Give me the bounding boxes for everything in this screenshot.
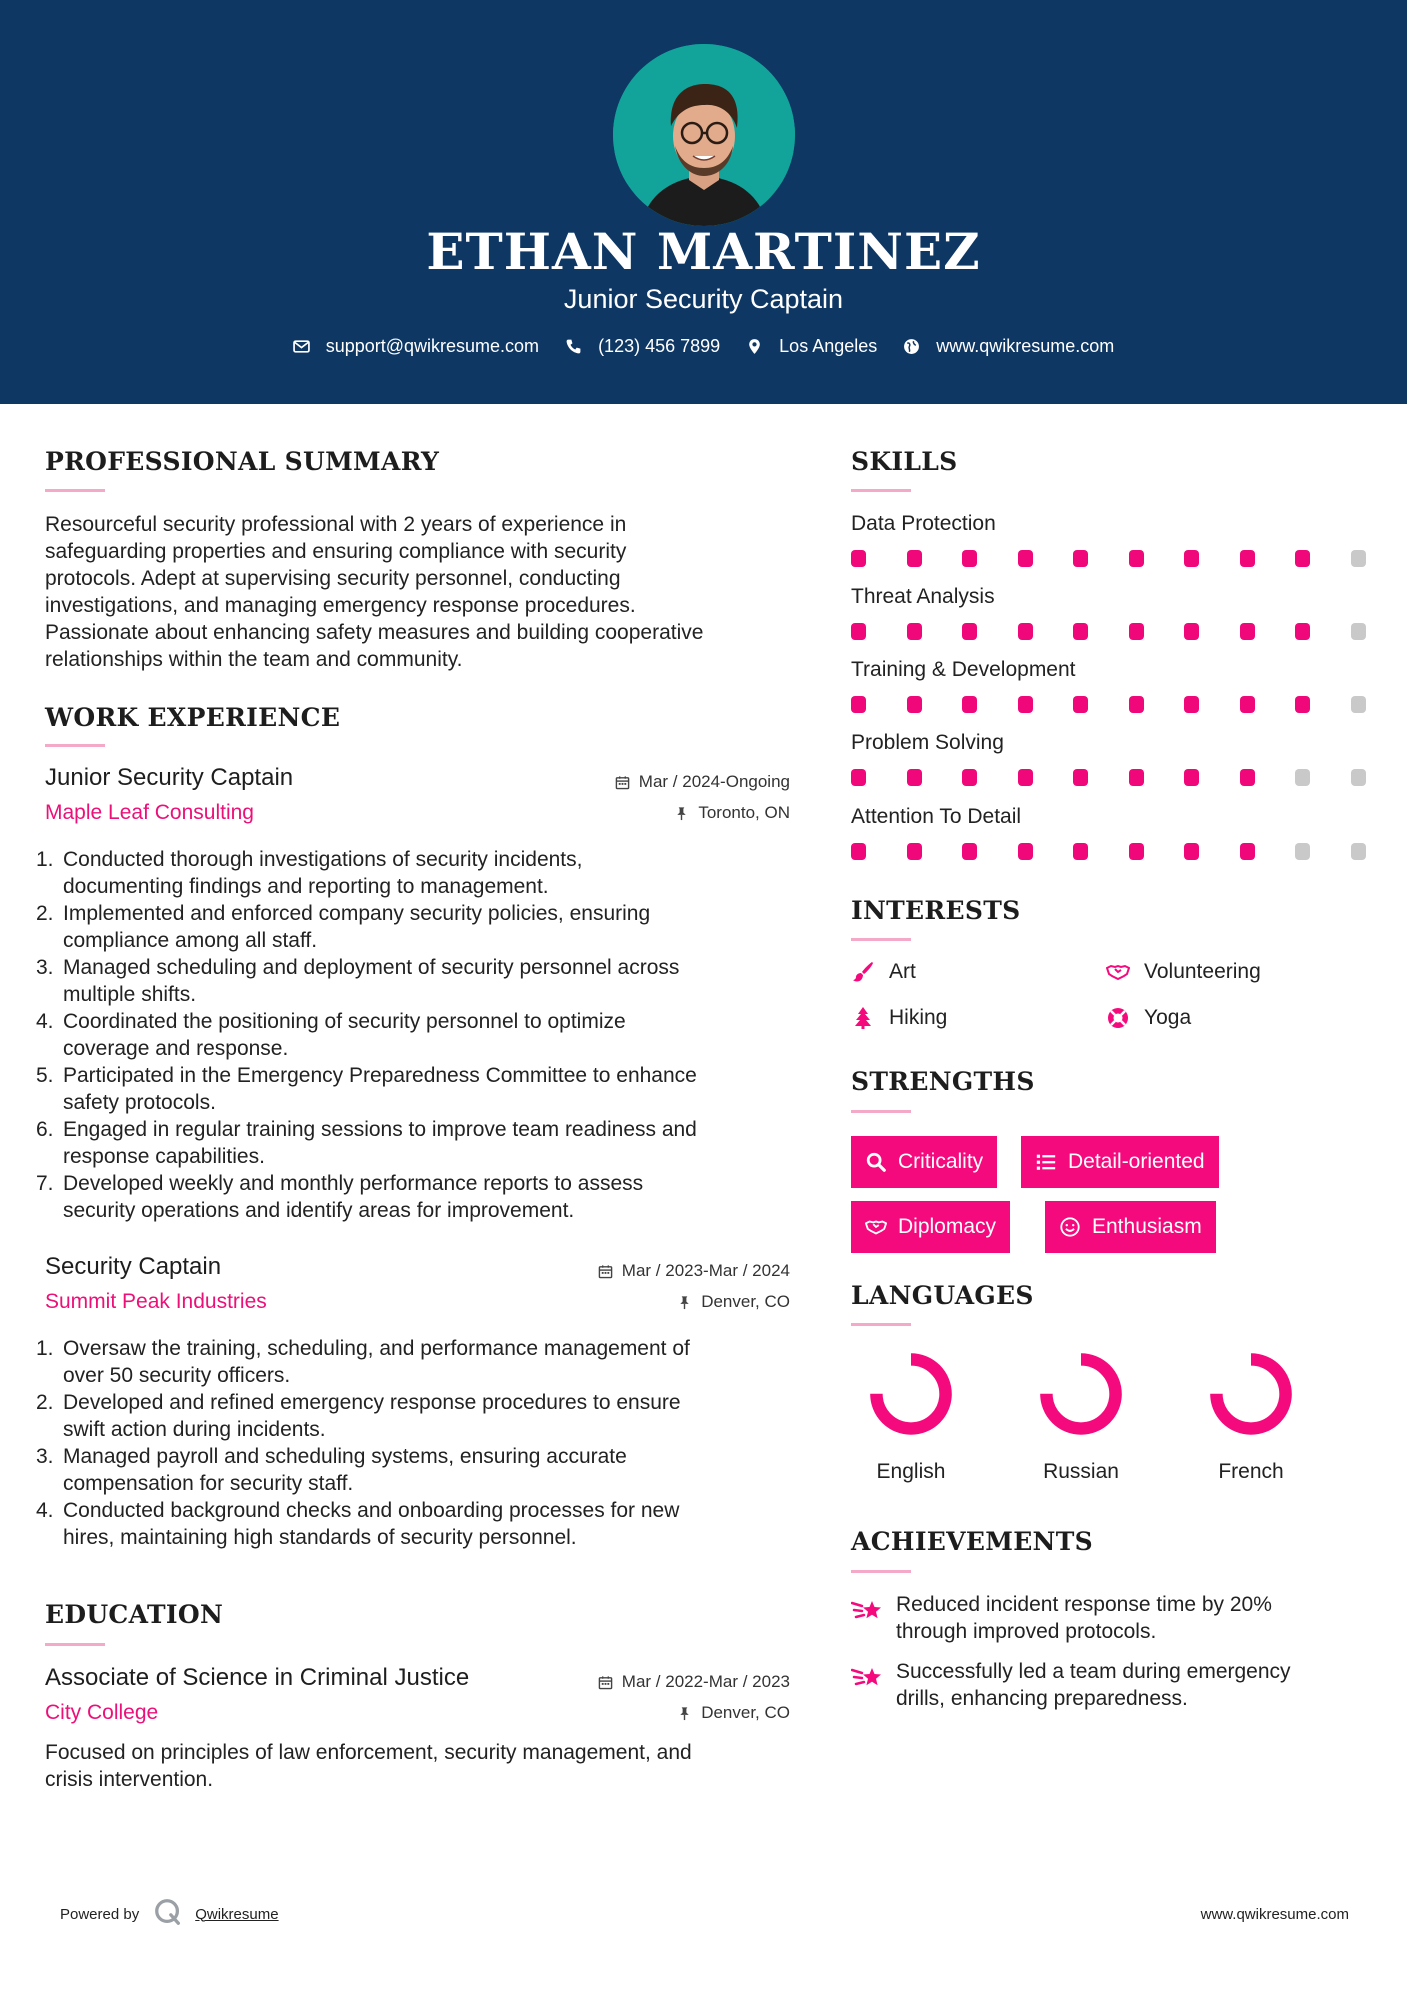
job-role: Security Captain [45,1253,222,1280]
skill-rating [851,843,1371,861]
summary-heading: PROFESSIONAL SUMMARY [45,447,440,476]
language-item [1191,1346,1311,1484]
education-date-text: Mar / 2022-Mar / 2023 [621,1672,790,1691]
summary-line: relationships within the team and community. [45,648,463,671]
language-progress-ring [863,1346,959,1442]
list-item: 3. Managed payroll and scheduling systems, ensuring accurate compensation for security staff. [36,1445,627,1495]
education-location [677,1703,790,1723]
education-date [598,1672,790,1692]
list-item: 2. Developed and refined emergency response procedures to ensure swift action during incidents. [36,1391,681,1441]
map-pin-icon [746,338,763,355]
skill-dot [1295,769,1310,786]
skill-item [851,658,1371,714]
degree-name: Associate of Science in Criminal Justice [45,1664,470,1691]
list-item: 6. Engaged in regular training sessions to improve team readiness and response capabilities. [36,1118,697,1168]
lifebuoy-icon [1106,1006,1130,1030]
skill-item [851,731,1371,787]
skill-dot [1018,550,1033,567]
paintbrush-icon [851,960,875,984]
job-company[interactable]: Summit Peak Industries [45,1290,267,1313]
skill-dot [1295,843,1310,860]
skill-dot [1073,696,1088,713]
job-responsibilities-list [36,1335,795,1551]
skill-dot [851,623,866,640]
interest-item [851,1006,947,1030]
job-role: Junior Security Captain [45,764,294,791]
skill-item [851,512,1371,568]
shooting-star-icon [851,1597,883,1625]
handshake-icon [1106,960,1130,984]
skill-dot [1129,550,1144,567]
skill-dot [1351,550,1366,567]
summary-line: protocols. Adept at supervising security personnel, conducting [45,567,621,590]
achievement-item: Successfully led a team during emergency drills, enhancing preparedness. [851,1658,1371,1712]
achievements-heading-rule [851,1570,911,1573]
skill-name: Attention To Detail [851,805,1022,828]
skill-rating [851,550,1371,568]
experience-heading: WORK EXPERIENCE [45,703,341,732]
pushpin-icon [677,1295,692,1310]
strength-badge [851,1136,997,1188]
skill-rating [851,769,1371,787]
skill-dot [851,550,866,567]
strengths-heading-rule [851,1110,911,1113]
language-progress-arc [1216,1359,1285,1428]
language-progress-ring [1033,1346,1129,1442]
list-item: 1. Conducted thorough investigations of security incidents, documenting findings and reporting to management. [36,848,583,898]
languages-heading: LANGUAGES [851,1281,1034,1310]
skill-dot [907,769,922,786]
skill-dot [1240,843,1255,860]
calendar-icon [615,775,630,790]
job-responsibilities-list [36,846,795,1224]
interest-label: Volunteering [1144,960,1261,983]
skill-dot [1295,623,1310,640]
skill-dot [1129,696,1144,713]
list-item: 3. Managed scheduling and deployment of security personnel across multiple shifts. [36,956,680,1006]
skill-dot [962,696,977,713]
summary-text [45,511,795,673]
interest-label: Hiking [889,1006,948,1029]
language-name: Russian [1043,1460,1119,1483]
skill-name: Training & Development [851,658,1076,681]
qwikresume-logo-icon [153,1897,183,1931]
candidate-name: ETHAN MARTINEZ [426,222,981,281]
skill-dot [851,769,866,786]
website-text: www.qwikresume.com [936,336,1115,356]
skill-dot [907,843,922,860]
languages-heading-rule [851,1323,911,1326]
job-date-text: Mar / 2023-Mar / 2024 [621,1261,790,1280]
globe-icon [903,338,920,355]
strength-label: Enthusiasm [1092,1215,1202,1238]
language-item [851,1346,971,1484]
skill-dot [1184,550,1199,567]
skill-item [851,805,1371,861]
skill-dot [962,550,977,567]
skill-dot [1240,769,1255,786]
skill-dot [1018,623,1033,640]
language-name: English [876,1460,946,1483]
skill-dot [851,696,866,713]
strength-label: Detail-oriented [1068,1150,1205,1173]
interest-label: Yoga [1144,1006,1192,1029]
interests-heading: INTERESTS [851,896,1021,925]
summary-line: Resourceful security professional with 2 years of experience in [45,513,627,536]
qwikresume-link[interactable]: Qwikresume [195,1905,279,1923]
skill-dot [1351,623,1366,640]
skill-dot [1129,843,1144,860]
job-entry-header [45,764,790,834]
skill-dot [962,623,977,640]
footer-powered-by [60,1897,279,1931]
language-progress-arc [1046,1359,1115,1428]
skill-dot [1129,769,1144,786]
contact-phone[interactable] [565,336,720,357]
skill-dot [907,550,922,567]
skill-dot [1351,769,1366,786]
skill-dot [1073,769,1088,786]
phone-text: (123) 456 7899 [598,336,721,356]
calendar-icon [598,1264,613,1279]
summary-line: Passionate about enhancing safety measures and building cooperative [45,621,704,644]
language-progress-ring [1203,1346,1299,1442]
interest-item [1106,960,1261,984]
skill-dot [1184,843,1199,860]
interest-item [1106,1006,1191,1030]
skill-item [851,585,1371,641]
strength-badge [1021,1136,1219,1188]
person-portrait-icon [613,44,795,226]
smile-icon [1059,1216,1081,1238]
job-location-text: Toronto, ON [698,803,790,822]
skill-dot [1073,843,1088,860]
candidate-title: Junior Security Captain [563,284,844,314]
footer-website[interactable]: www.qwikresume.com [1200,1906,1349,1923]
email-text: support@qwikresume.com [325,336,540,356]
skill-name: Problem Solving [851,731,1004,754]
tree-icon [851,1006,875,1030]
handshake-icon [865,1216,887,1238]
skill-dot [907,696,922,713]
pushpin-icon [677,1706,692,1721]
skill-dot [1073,550,1088,567]
education-heading: EDUCATION [45,1600,224,1629]
list-icon [1035,1151,1057,1173]
job-date [615,772,790,792]
list-item: 2. Implemented and enforced company security policies, ensuring compliance among all staff. [36,902,651,952]
language-name: French [1218,1460,1284,1483]
skills-heading-rule [851,489,911,492]
strength-badge [1045,1201,1216,1253]
list-item: 4. Coordinated the positioning of security personnel to optimize coverage and response. [36,1010,626,1060]
phone-icon [565,338,582,355]
profile-photo [613,44,795,226]
envelope-icon [293,338,310,355]
skill-dot [1018,696,1033,713]
job-location [674,803,790,823]
skill-dot [907,623,922,640]
contact-bar [0,336,1407,357]
education-entry-header [45,1664,790,1734]
skill-dot [1240,623,1255,640]
summary-line: safeguarding properties and ensuring compliance with security [45,540,627,563]
education-description: Focused on principles of law enforcement, security management, and crisis intervention. [45,1741,692,1791]
contact-location [746,336,877,357]
strength-label: Diplomacy [898,1215,997,1238]
job-location [677,1292,790,1312]
skill-dot [1240,696,1255,713]
skill-dot [1351,843,1366,860]
strengths-heading: STRENGTHS [851,1067,1035,1096]
list-item: 1. Oversaw the training, scheduling, and performance management of over 50 security officers. [36,1337,690,1387]
language-progress-arc [876,1359,945,1428]
powered-by-text: Powered by [60,1905,140,1923]
interest-item [851,960,916,984]
skill-dot [1295,696,1310,713]
job-date-text: Mar / 2024-Ongoing [638,772,790,791]
pushpin-icon [674,806,689,821]
strength-badge [851,1201,1010,1253]
skill-dot [1018,843,1033,860]
achievement-item: Reduced incident response time by 20% through improved protocols. [851,1591,1371,1645]
skill-rating [851,696,1371,714]
job-company[interactable]: Maple Leaf Consulting [45,801,254,824]
skill-dot [851,843,866,860]
job-location-text: Denver, CO [701,1292,790,1311]
skill-dot [962,769,977,786]
skill-name: Data Protection [851,512,996,535]
list-item: 7. Developed weekly and monthly performance reports to assess security operations and identify areas for improvement. [36,1172,644,1222]
skill-dot [1351,696,1366,713]
skill-dot [1129,623,1144,640]
list-item: 5. Participated in the Emergency Preparedness Committee to enhance safety protocols. [36,1064,697,1114]
education-heading-rule [45,1643,105,1646]
skill-dot [1184,623,1199,640]
summary-line: investigations, and managing emergency response procedures. [45,594,636,617]
location-text: Los Angeles [779,336,878,356]
skill-dot [1295,550,1310,567]
language-item [1021,1346,1141,1484]
skill-name: Threat Analysis [851,585,995,608]
skill-dot [1018,769,1033,786]
school-name[interactable]: City College [45,1701,159,1724]
calendar-icon [598,1675,613,1690]
search-icon [865,1151,887,1173]
education-location-text: Denver, CO [701,1703,790,1722]
job-entry-header [45,1253,790,1323]
contact-email[interactable] [293,336,539,357]
skill-dot [1240,550,1255,567]
resume-header [0,0,1407,404]
summary-heading-rule [45,489,105,492]
skill-rating [851,623,1371,641]
shooting-star-icon [851,1664,883,1692]
interests-heading-rule [851,938,911,941]
skills-heading: SKILLS [851,447,958,476]
interest-label: Art [889,960,916,983]
skill-dot [1184,696,1199,713]
job-date [598,1261,790,1281]
skill-dot [962,843,977,860]
strength-label: Criticality [898,1150,984,1173]
list-item: 4. Conducted background checks and onboarding processes for new hires, maintaining high standards of security personnel. [36,1499,680,1549]
achievements-heading: ACHIEVEMENTS [851,1527,1093,1556]
skill-dot [1073,623,1088,640]
contact-website[interactable] [903,336,1114,357]
experience-heading-rule [45,744,105,747]
skill-dot [1184,769,1199,786]
